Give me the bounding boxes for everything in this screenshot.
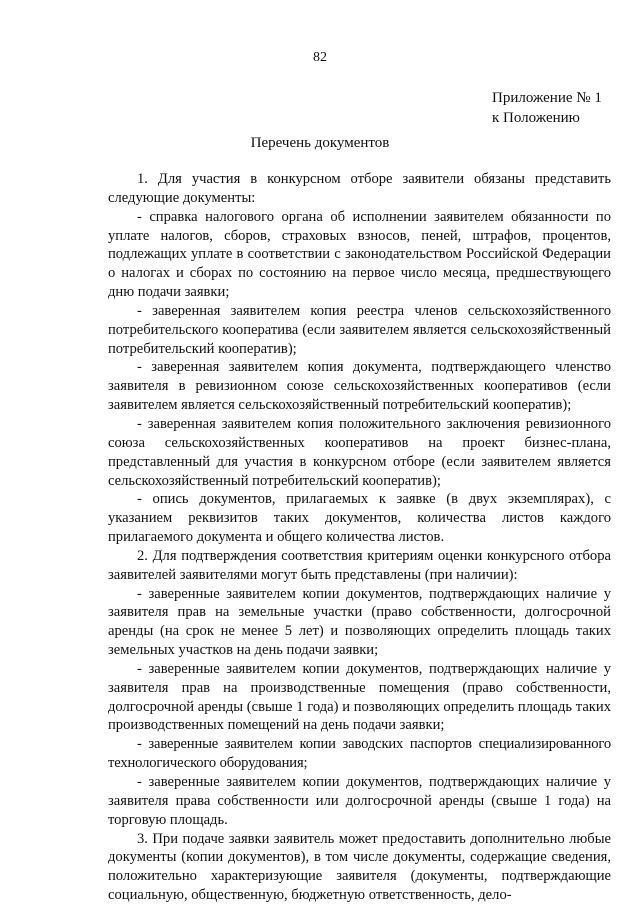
paragraph-documents-inventory: - опись документов, прилагаемых к заявке (в двух экземплярах), с указанием реквизитов таких документов, количества листов каждого прилагаемого документа и общего количества листов. xyxy=(108,491,611,546)
paragraph-3: 3. При подаче заявки заявитель может предоставить дополнительно любые документы (копии документов), в том числе документы, содержащие сведения, положительно характеризующие заявителя (документы, подтверждающие социальную, общественную, бюджетную ответственность, дело- xyxy=(108,830,611,904)
appendix-line-2: к Положению xyxy=(492,110,580,126)
document-title: Перечень документов xyxy=(250,135,390,151)
paragraph-trade-area: - заверенные заявителем копии документов, подтверждающих наличие у заявителя права собственности или долгосрочной аренды (свыше 1 года) на торговую площадь. xyxy=(108,774,611,828)
paragraph-2: 2. Для подтверждения соответствия критериям оценки конкурсного отбора заявителей заявителями могут быть представлены (при наличии): xyxy=(108,547,611,583)
paragraph-audit-conclusion: - заверенная заявителем копия положительного заключения ревизионного союза сельскохозяйственных кооперативов на проект бизнес-плана, представленный для участия в конкурсном отборе (если заявителем является сельскохозяйственный потребительский кооператив); xyxy=(108,415,611,489)
paragraph-land-rights: - заверенные заявителем копии документов, подтверждающих наличие у заявителя прав на земельные участки (право собственности, долгосрочной аренды (на срок не менее 5 лет) и позволяющих определить площадь таких земельных участков на день подачи заявки; xyxy=(108,585,611,659)
paragraph-1: 1. Для участия в конкурсном отборе заявители обязаны представить следующие документы: xyxy=(108,171,611,206)
appendix-line-1: Приложение № 1 xyxy=(492,90,602,106)
paragraph-membership-document: - заверенная заявителем копия документа, подтверждающего членство заявителя в ревизионном союзе сельскохозяйственных кооперативов (если заявителем является сельскохозяйственный потребительский кооператив); xyxy=(108,359,611,414)
page-number: 82 xyxy=(313,50,327,65)
paragraph-tax-certificate: - справка налогового органа об исполнении заявителем обязанности по уплате налогов, сборов, страховых взносов, пеней, штрафов, процентов, подлежащих уплате в соответствии с законодательством Российской Федерации о налогах и сборах по состоянию на первое число месяца, предшествующего дню подачи заявки; xyxy=(108,208,611,301)
paragraph-members-register: - заверенная заявителем копия реестра членов сельскохозяйственного потребительского кооператива (если заявителем является сельскохозяйственный потребительский кооператив); xyxy=(108,302,611,357)
appendix-heading xyxy=(492,88,602,128)
paragraph-equipment-passports: - заверенные заявителем копии заводских паспортов специализированного технологического оборудования; xyxy=(108,736,611,772)
paragraph-premises-rights: - заверенные заявителем копии документов, подтверждающих наличие у заявителя прав на производственные помещения (право собственности, долгосрочной аренды (свыше 1 года) и позволяющих определить площадь таких производственных помещений на день подачи заявки; xyxy=(108,660,611,734)
document-body xyxy=(108,170,611,905)
